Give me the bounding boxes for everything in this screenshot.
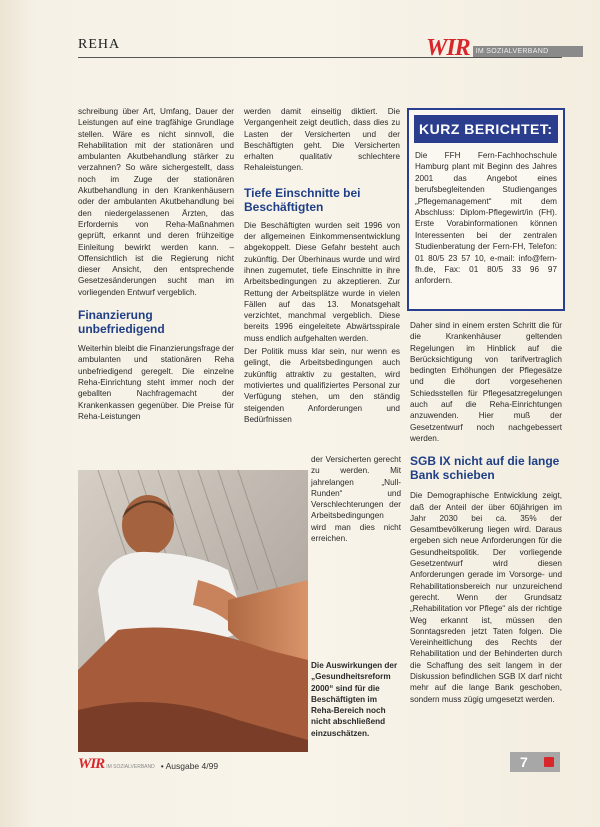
heading-tiefe-einschnitte [244,186,400,214]
logo-wir-text: WIR [426,35,470,61]
red-square-icon [544,757,554,767]
footer [78,757,218,772]
heading-line: Finanzierung [78,308,153,323]
col3-paragraph-1: Daher sind in einem ersten Schritt die für die Krankenhäuser geltenden Regelungen im Hinblick auf die Berücksichtigung von tarifvertraglich bedingten Erhöhungen der Pflegesätze und die dort vorgesehenen Schiedsstellen für Pflegesatzregelungen auch auf die Reha-Einrichtungen anzuwenden. Hier muß der Gesetzentwurf noch nachgebessert werden. [410,321,562,443]
column-2-continued [311,454,401,544]
massage-photo [78,470,308,752]
issue-label: • Ausgabe 4/99 [160,761,219,771]
footer-logo-subtitle: IM SOZIALVERBAND [106,764,155,770]
kurz-berichtet-title: KURZ BERICHTET: [414,115,558,143]
kurz-berichtet-text: Die FFH Fern-Fachhochschule Hamburg plant mit Beginn des Jahres 2001 das Angebot eines berufsbegleitenden Studienganges „Pflegemanagement“ mit dem Abschluss: Diplom-Pflegewirt/in (FH). Erste Vorabinformationen können Interessenten bei der zentralen Studienberatung der Fern-FH, Telefon: 01 80/5 23 57 10, e-mail: info@fern-fh.de, Fax: 01 80/5 33 96 97 anfordern. [415,151,557,286]
heading-finanzierung [78,308,234,336]
heading-line: unbefriedigend [78,322,165,337]
col1-paragraph-2: Weiterhin bleibt die Finanzierungsfrage der ambulanten und stationären Reha unbefriedigend geregelt. Die einzelne Reha-Einrichtung steht immer noch der geballten Nachfragemacht der Krankenkassen gegenüber. Die Preise für Reha-Leistungen [78,344,234,421]
page-number: 7 [520,754,528,770]
heading-line: Beschäftigten [244,199,324,214]
col1-paragraph-1: schreibung über Art, Umfang, Dauer der Leistungen auf eine tragfähige Grundlage stellen. Wäre es nicht sinnvoll, die Rehabilitation mit der stationären und ambulanten Akutbehandlung stärker zu verzahnen? So wäre sichergestellt, dass noch im Zuge der stationären Akutbehandlung in den Krankenhäusern oder der ambulanten Akutbehandlung bei den niedergelassenen Ärzten, das Erfordernis von Reha-Maßnahmen geprüft, erkannt und deren frühzeitige Einleitung bewirkt werden kann. – Offensichtlich ist die Regierung nicht dieser Ansicht, den entsprechende Gesetzesänderungen sucht man im vorliegenden Entwurf vergeblich. [78,107,234,297]
page-number-tab [510,752,560,772]
heading-line: Bank schieben [410,468,495,483]
col2-paragraph-2: Die Beschäftigten wurden seit 1996 von der allgemeinen Einkommensentwicklung abgekoppelt. Diese Gefahr besteht auch zukünftig. Der Überhinaus wurde und wird ihnen zugemutet, tiefe Einschnitte in ihre Arbeitsbedingungen zu akzeptieren. Zur Rettung der Arbeitsplätze wurde in vielen Fällen auf das 13. Monatsgehalt verzichtet, manchmal vergeblich. Diese bereits 1996 eingeleitete Abwärtsspirale muss endlich aufgehalten werden. [244,220,400,343]
col3-paragraph-2: Die Demographische Entwicklung zeigt, daß der Anteil der über 60jährigen im Jahr 2030 bei ca. 35% der Gesamtbevölkerung liegen wird. Daraus ergeben sich neue Anforderungen für die Gesundheitspolitik. Der vorliegende Gesetzentwurf wird diesen Anforderungen gerade im Vorsorge- und Rehabilitationsbereich nur unzureichend gerecht. Wenn der Grundsatz „Rehabilitation vor Pflege“ als der richtige Weg erkannt ist, müssen den Sonntagsreden jetzt Taten folgen. Die Vereinheitlichung des Rechts der Rehabilitation und der Behinderten durch die Schaffung des seit langem in der Diskussion befindlichen SGB IX darf nicht mehr auf die lange Bank geschoben, sondern muss zügig umgesetzt werden. [410,491,562,704]
column-2 [244,106,400,425]
heading-sgb-ix [410,454,562,482]
wir-logo [426,34,583,60]
column-3 [410,320,562,705]
photo-caption: Die Auswirkungen der „Gesundheitsreform 2000“ sind für die Beschäftigten im Reha-Bereich noch nicht abschließend einzuschätzen. [311,661,398,738]
col2-paragraph-3: Der Politik muss klar sein, nur wenn es gelingt, die Arbeitsbedingungen auch zukünftig attraktiv zu gestalten, wird motiviertes und qualifiziertes Personal zur Verfügung stehen, um den ständig steigenden Anforderungen und Bedürfnissen [244,347,400,424]
footer-logo-wir: WIR [78,756,105,772]
logo-subtitle: IM SOZIALVERBAND [473,46,583,57]
section-title: REHA [78,37,121,52]
heading-line: Tiefe Einschnitte bei [244,185,361,200]
heading-line: SGB IX nicht auf die lange [410,454,560,469]
col2-paragraph-3b: der Versicherten gerecht zu werden. Mit jahrelangen „Null-Runden“ und Verschlechterungen der Arbeitsbedingungen wird man dies nicht erreichen. [311,455,401,544]
col2-paragraph-1: werden damit einseitig diktiert. Die Vergangenheit zeigt deutlich, dass dies zu Lasten der Versicherten und der Beschäftigten geht. Die Versicherten erhalten qualitativ schlechtere Rehaleistungen. [244,107,400,173]
kurz-berichtet-box [407,108,565,311]
column-1 [78,106,234,422]
